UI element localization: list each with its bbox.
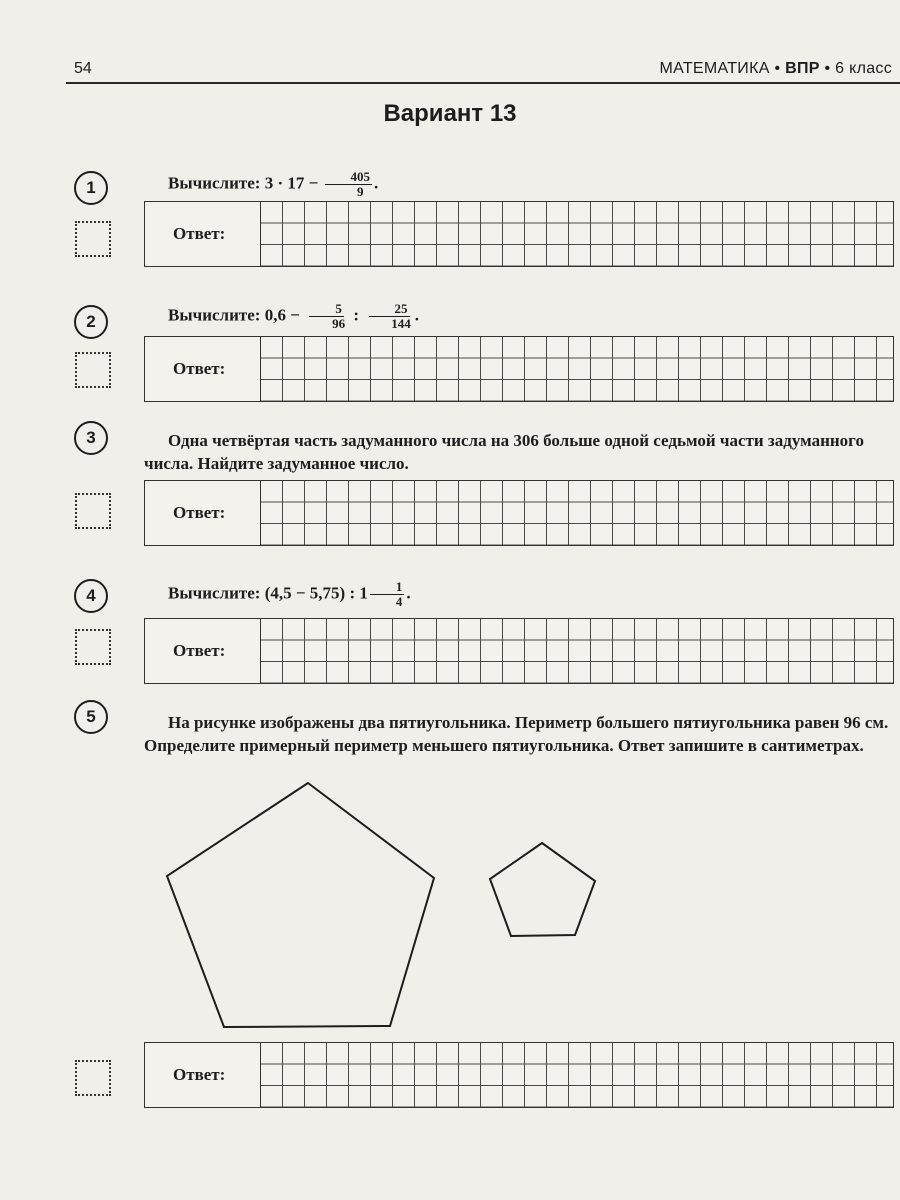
task-4-answer-grid[interactable]	[260, 619, 893, 683]
fraction-numerator: 1	[370, 580, 405, 595]
task-1-answer-grid[interactable]	[260, 202, 893, 266]
task-4-answer-block	[144, 618, 894, 684]
task-5-answer-grid[interactable]	[260, 1043, 893, 1107]
task-3-score-box	[75, 493, 111, 529]
subject-label: МАТЕМАТИКА	[659, 60, 770, 77]
task-4-text	[144, 580, 894, 609]
answer-label: Ответ:	[173, 641, 226, 660]
task-4-end: .	[406, 583, 411, 603]
task-2-fraction-2	[365, 302, 413, 331]
answer-label: Ответ:	[173, 1065, 226, 1084]
variant-title: Вариант 13	[383, 100, 517, 127]
exam-label: ВПР	[785, 60, 820, 77]
fraction-denominator: 9	[357, 184, 364, 199]
large-pentagon	[167, 783, 434, 1027]
fraction-denominator: 96	[332, 316, 346, 331]
task-2-score-box	[75, 352, 111, 388]
fraction-numerator: 25	[369, 302, 410, 317]
task-number-4: 4	[74, 579, 108, 613]
task-2-operator: :	[353, 305, 360, 325]
answer-label: Ответ:	[173, 359, 226, 378]
fraction-numerator: 5	[309, 302, 344, 317]
grade-label: 6 класс	[835, 60, 892, 77]
task-1-prefix: Вычислите:	[168, 173, 261, 193]
task-5-answer-block	[144, 1042, 894, 1108]
bullet: •	[774, 60, 781, 77]
task-number-5: 5	[74, 700, 108, 734]
task-2-fraction-1	[306, 302, 347, 331]
running-title	[659, 60, 892, 78]
pentagons-figure	[150, 775, 610, 1035]
task-4-expression: (4,5 − 5,75) : 1	[264, 583, 368, 603]
answer-label: Ответ:	[173, 224, 226, 243]
task-4-fraction	[370, 580, 405, 609]
task-1-expression: 3 · 17 −	[264, 173, 319, 193]
bullet: •	[824, 60, 831, 77]
fraction-denominator: 4	[395, 594, 403, 609]
task-3-answer-grid[interactable]	[260, 481, 893, 545]
task-3-answer-block	[144, 480, 894, 546]
answer-label: Ответ:	[173, 503, 226, 522]
task-5-score-box	[75, 1060, 111, 1096]
task-number-3: 3	[74, 421, 108, 455]
task-4-prefix: Вычислите:	[168, 583, 261, 603]
task-4-score-box	[75, 629, 111, 665]
task-2-prefix: Вычислите:	[168, 305, 261, 325]
task-3-text: Одна четвёртая часть задуманного числа на 306 больше одной седьмой части задуманного числа. Найдите задуманное число.	[144, 431, 864, 473]
task-2-expression: 0,6 −	[264, 305, 300, 325]
page-number: 54	[74, 60, 92, 77]
task-2-end: .	[414, 305, 420, 325]
task-1-fraction	[325, 170, 373, 199]
task-2-answer-grid[interactable]	[260, 337, 893, 401]
task-5-text: На рисунке изображены два пятиугольника. Периметр большего пятиугольника равен 96 см. Определите примерный периметр меньшего пятиугольника. Ответ запишите в сантиметрах.	[144, 713, 889, 755]
fraction-denominator: 144	[391, 316, 411, 331]
task-number-1: 1	[74, 171, 108, 205]
task-1-answer-block	[144, 201, 894, 267]
task-2-answer-block	[144, 336, 894, 402]
task-2-text	[144, 302, 894, 331]
fraction-numerator: 405	[325, 170, 373, 185]
task-1-end: .	[374, 173, 379, 193]
task-number-2: 2	[74, 305, 108, 339]
task-1-score-box	[75, 221, 111, 257]
task-1-text	[144, 170, 894, 199]
small-pentagon	[490, 843, 595, 936]
page-header	[66, 58, 900, 84]
